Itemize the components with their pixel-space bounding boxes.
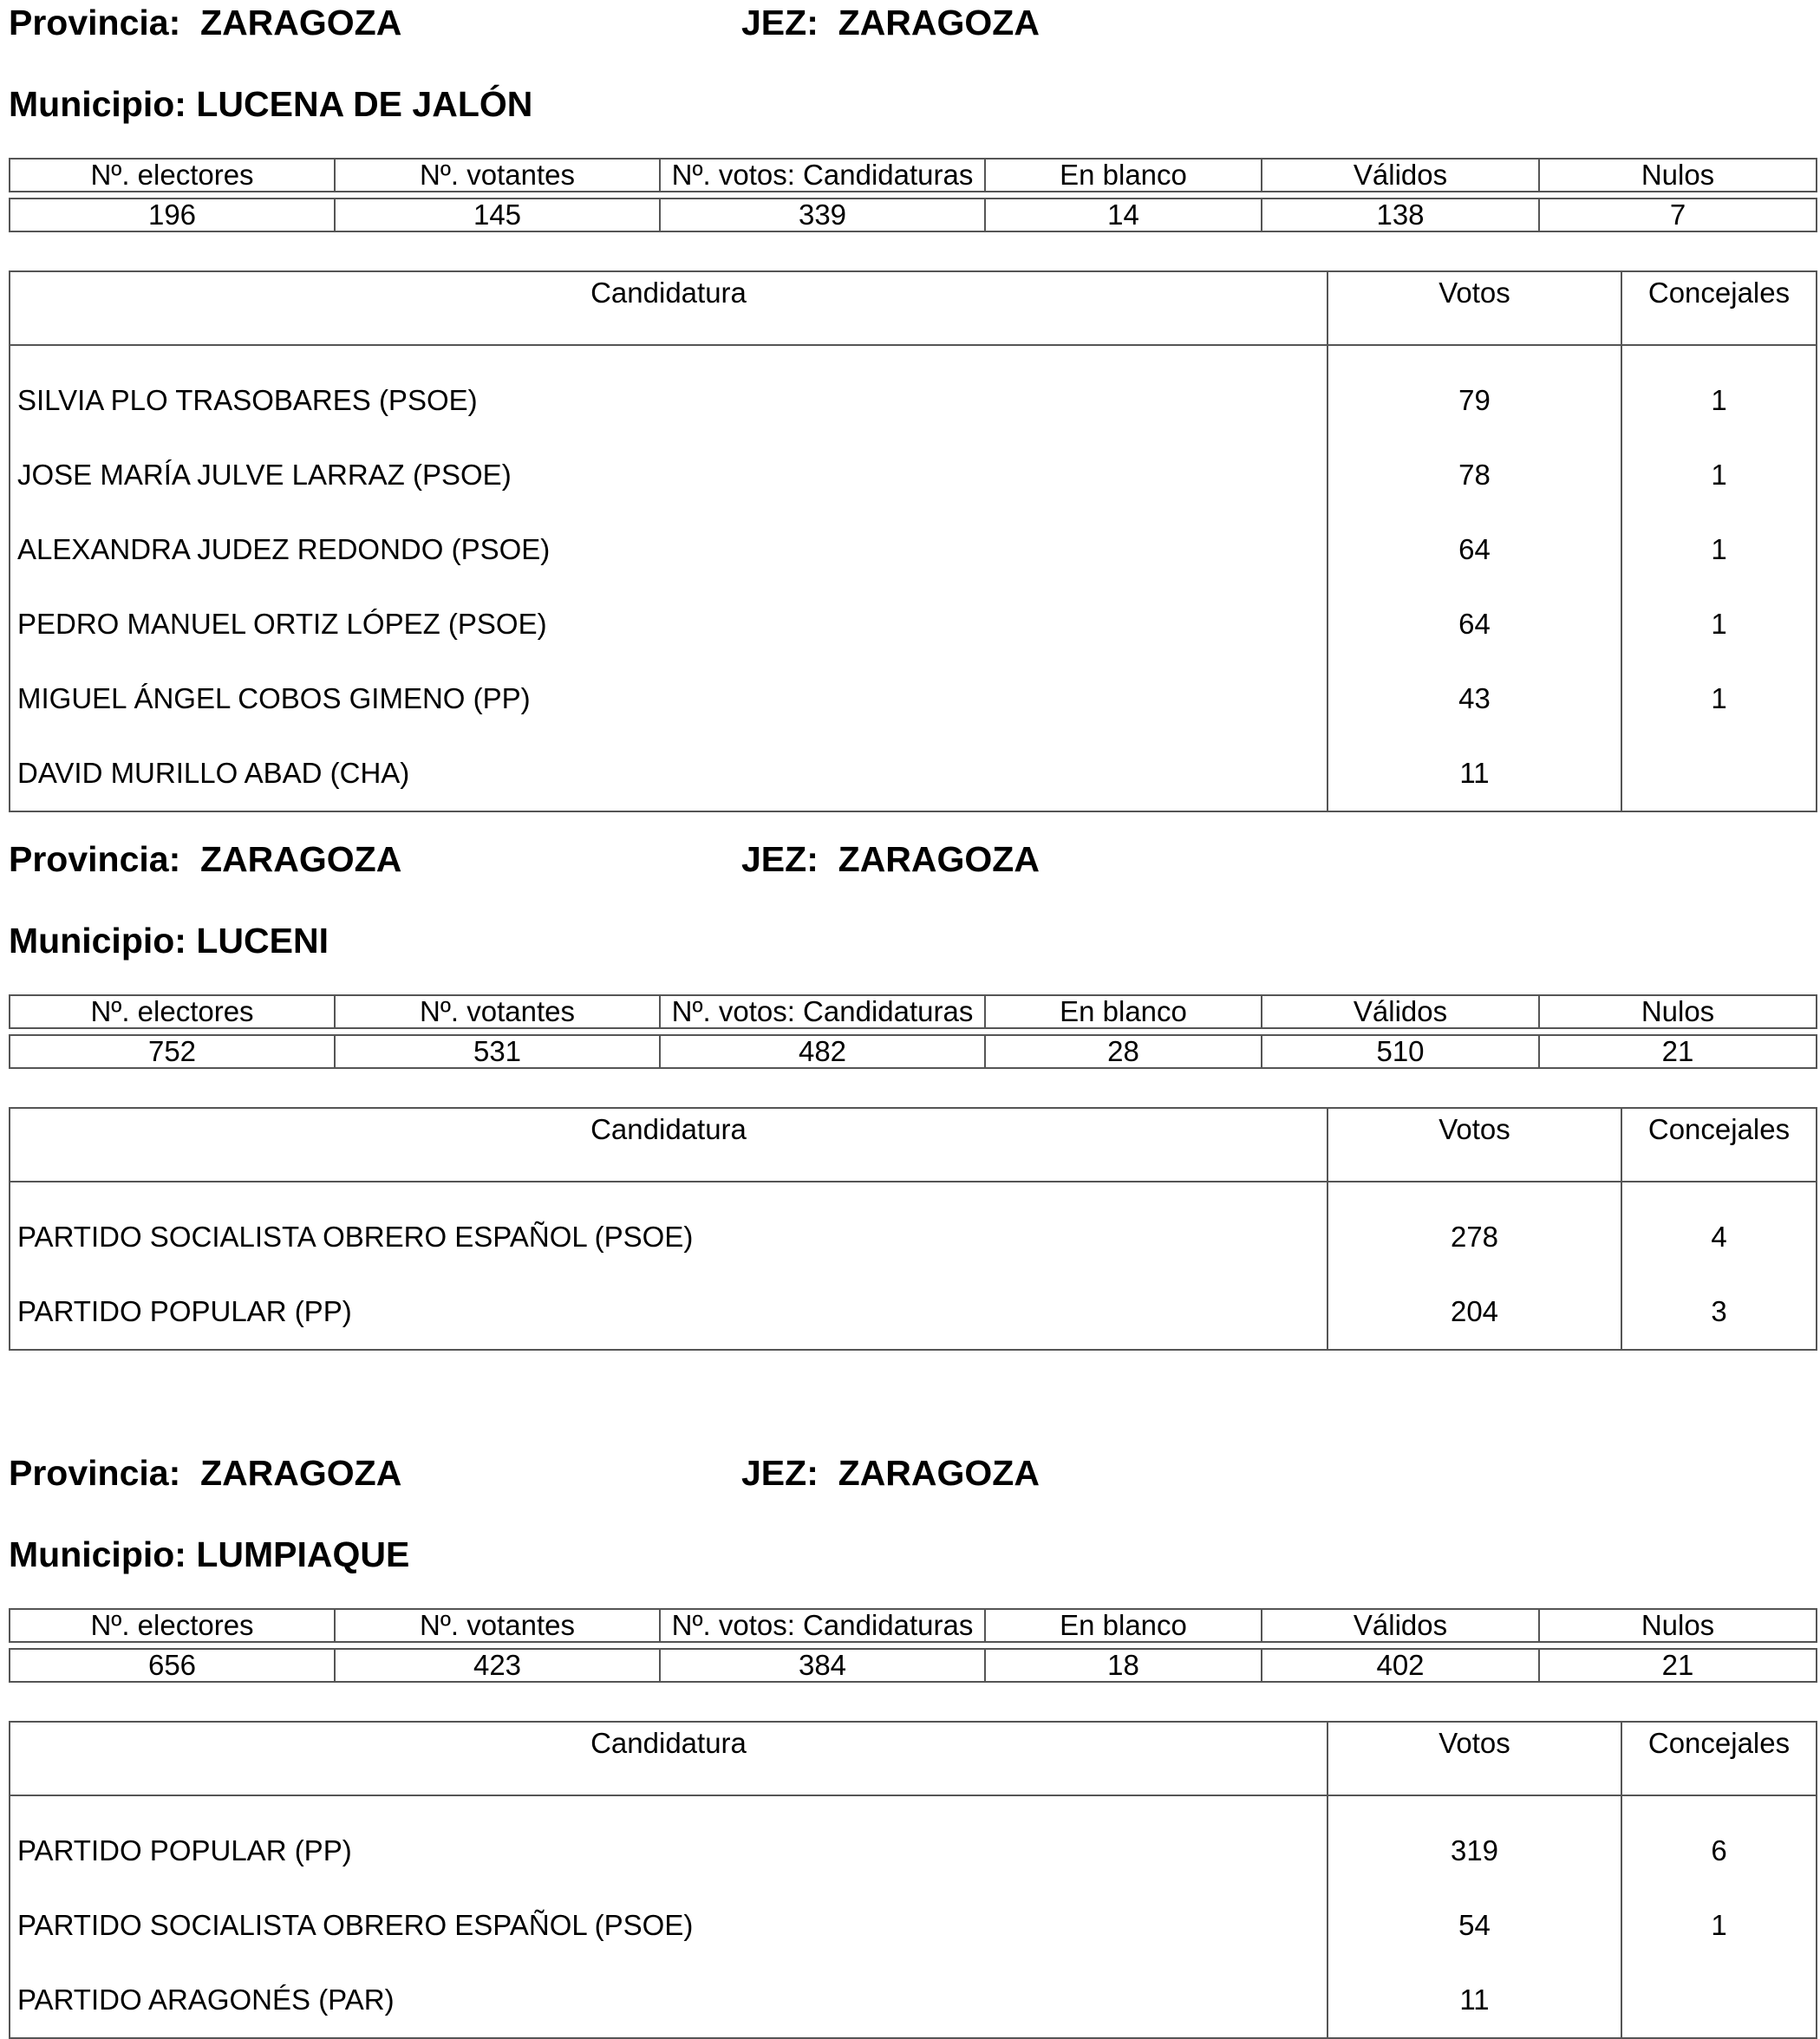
candidate-concejales: 4: [1621, 1200, 1817, 1274]
candidate-concejales: 1: [1621, 661, 1817, 736]
candidatura-header: Candidatura: [10, 271, 1327, 345]
provincia-label: Provincia:: [9, 839, 181, 879]
stats-value: 656: [10, 1649, 335, 1682]
candidate-votos: 11: [1327, 1963, 1621, 2038]
jez-value: ZARAGOZA: [838, 3, 1040, 42]
provincia-value: ZARAGOZA: [200, 1453, 402, 1493]
candidate-votos: 204: [1327, 1274, 1621, 1350]
candidates-table: [9, 1721, 1817, 2039]
stats-value: 402: [1262, 1649, 1539, 1682]
candidate-concejales: 3: [1621, 1274, 1817, 1350]
stats-header: Válidos: [1262, 1609, 1539, 1642]
candidate-votos: 79: [1327, 363, 1621, 438]
provincia-line: [9, 839, 402, 879]
stats-header: Nº. electores: [10, 995, 335, 1028]
stats-value: 14: [985, 199, 1262, 231]
stats-value: 482: [660, 1035, 985, 1068]
jez-label: JEZ:: [741, 3, 819, 42]
candidate-concejales: 1: [1621, 1888, 1817, 1963]
candidates-header-row: [10, 1722, 1817, 1795]
candidate-name: PARTIDO ARAGONÉS (PAR): [10, 1963, 1327, 2038]
candidate-votos: 78: [1327, 438, 1621, 512]
stats-header: Nº. votantes: [335, 159, 660, 192]
candidates-header-row: [10, 271, 1817, 345]
stats-value: 28: [985, 1035, 1262, 1068]
jez-label: JEZ:: [741, 839, 819, 879]
concejales-header: Concejales: [1621, 1108, 1817, 1182]
candidate-name: SILVIA PLO TRASOBARES (PSOE): [10, 363, 1327, 438]
candidate-name: JOSE MARÍA JULVE LARRAZ (PSOE): [10, 438, 1327, 512]
candidate-row: [10, 438, 1817, 512]
jez-line: [741, 839, 1040, 879]
candidate-name: PEDRO MANUEL ORTIZ LÓPEZ (PSOE): [10, 587, 1327, 661]
provincia-label: Provincia:: [9, 1453, 181, 1493]
stats-header: En blanco: [985, 1609, 1262, 1642]
stats-header: Nulos: [1539, 1609, 1817, 1642]
stats-value: 7: [1539, 199, 1817, 231]
municipio-line: [9, 84, 533, 124]
candidate-row: [10, 1814, 1817, 1888]
candidate-name: PARTIDO SOCIALISTA OBRERO ESPAÑOL (PSOE): [10, 1200, 1327, 1274]
stats-value: 510: [1262, 1035, 1539, 1068]
stats-value: 423: [335, 1649, 660, 1682]
stats-header-row: [10, 159, 1817, 192]
jez-line: [741, 1453, 1040, 1493]
candidate-concejales: 1: [1621, 363, 1817, 438]
stats-header: Nulos: [1539, 159, 1817, 192]
candidate-concejales: [1621, 1963, 1817, 2038]
stats-table: [9, 158, 1817, 232]
candidate-concejales: 1: [1621, 512, 1817, 587]
municipio-label: Municipio:: [9, 84, 186, 124]
stats-header: Válidos: [1262, 159, 1539, 192]
provincia-line: [9, 1453, 402, 1493]
jez-label: JEZ:: [741, 1453, 819, 1493]
votos-header: Votos: [1327, 1108, 1621, 1182]
stats-header: Nulos: [1539, 995, 1817, 1028]
concejales-header: Concejales: [1621, 271, 1817, 345]
candidate-name: MIGUEL ÁNGEL COBOS GIMENO (PP): [10, 661, 1327, 736]
candidate-row: [10, 736, 1817, 811]
candidate-votos: 278: [1327, 1200, 1621, 1274]
candidate-concejales: 1: [1621, 587, 1817, 661]
candidate-row: [10, 587, 1817, 661]
provincia-value: ZARAGOZA: [200, 839, 402, 879]
stats-value: 752: [10, 1035, 335, 1068]
stats-table: [9, 994, 1817, 1069]
provincia-line: [9, 5, 401, 41]
stats-value-row: [10, 1035, 1817, 1068]
candidate-concejales: 6: [1621, 1814, 1817, 1888]
stats-header: En blanco: [985, 995, 1262, 1028]
stats-header: Nº. electores: [10, 1609, 335, 1642]
candidate-row: [10, 512, 1817, 587]
stats-value: 18: [985, 1649, 1262, 1682]
stats-header: Nº. votos: Candidaturas: [660, 159, 985, 192]
stats-header-row: [10, 995, 1817, 1028]
stats-header: Válidos: [1262, 995, 1539, 1028]
stats-value-row: [10, 199, 1817, 231]
candidate-row: [10, 1888, 1817, 1963]
stats-header: Nº. votantes: [335, 1609, 660, 1642]
concejales-header: Concejales: [1621, 1722, 1817, 1795]
candidate-concejales: 1: [1621, 438, 1817, 512]
provincia-label: Provincia:: [9, 3, 181, 42]
candidates-header-row: [10, 1108, 1817, 1182]
stats-value: 196: [10, 199, 335, 231]
stats-header: En blanco: [985, 159, 1262, 192]
stats-value: 21: [1539, 1649, 1817, 1682]
municipio-line: [9, 923, 329, 959]
stats-header-row: [10, 1609, 1817, 1642]
candidate-votos: 54: [1327, 1888, 1621, 1963]
municipio-label: Municipio:: [9, 1534, 186, 1574]
jez-line: [741, 5, 1040, 41]
candidate-votos: 319: [1327, 1814, 1621, 1888]
votos-header: Votos: [1327, 271, 1621, 345]
candidatura-header: Candidatura: [10, 1722, 1327, 1795]
municipio-value: LUCENI: [196, 921, 329, 961]
candidate-row: [10, 363, 1817, 438]
provincia-value: ZARAGOZA: [200, 3, 402, 42]
stats-value: 21: [1539, 1035, 1817, 1068]
candidate-row: [10, 1274, 1817, 1350]
stats-value: 138: [1262, 199, 1539, 231]
candidate-name: DAVID MURILLO ABAD (CHA): [10, 736, 1327, 811]
candidate-name: PARTIDO POPULAR (PP): [10, 1274, 1327, 1350]
stats-header: Nº. electores: [10, 159, 335, 192]
candidate-row: [10, 1200, 1817, 1274]
candidate-name: PARTIDO SOCIALISTA OBRERO ESPAÑOL (PSOE): [10, 1888, 1327, 1963]
municipio-value: LUCENA DE JALÓN: [196, 84, 533, 124]
stats-value: 339: [660, 199, 985, 231]
stats-value: 145: [335, 199, 660, 231]
candidate-votos: 43: [1327, 661, 1621, 736]
candidate-name: ALEXANDRA JUDEZ REDONDO (PSOE): [10, 512, 1327, 587]
jez-value: ZARAGOZA: [838, 839, 1040, 879]
candidates-table: [9, 270, 1817, 812]
jez-value: ZARAGOZA: [838, 1453, 1040, 1493]
candidate-row: [10, 661, 1817, 736]
stats-value-row: [10, 1649, 1817, 1682]
candidate-row: [10, 1963, 1817, 2038]
candidatura-header: Candidatura: [10, 1108, 1327, 1182]
municipio-value: LUMPIAQUE: [196, 1534, 410, 1574]
candidate-name: PARTIDO POPULAR (PP): [10, 1814, 1327, 1888]
stats-header: Nº. votos: Candidaturas: [660, 995, 985, 1028]
stats-header: Nº. votantes: [335, 995, 660, 1028]
stats-value: 384: [660, 1649, 985, 1682]
municipio-line: [9, 1534, 410, 1574]
votos-header: Votos: [1327, 1722, 1621, 1795]
stats-table: [9, 1608, 1817, 1683]
municipio-label: Municipio:: [9, 921, 186, 961]
candidate-votos: 64: [1327, 587, 1621, 661]
stats-header: Nº. votos: Candidaturas: [660, 1609, 985, 1642]
stats-value: 531: [335, 1035, 660, 1068]
candidate-votos: 11: [1327, 736, 1621, 811]
candidates-table: [9, 1107, 1817, 1351]
candidate-concejales: [1621, 736, 1817, 811]
candidate-votos: 64: [1327, 512, 1621, 587]
